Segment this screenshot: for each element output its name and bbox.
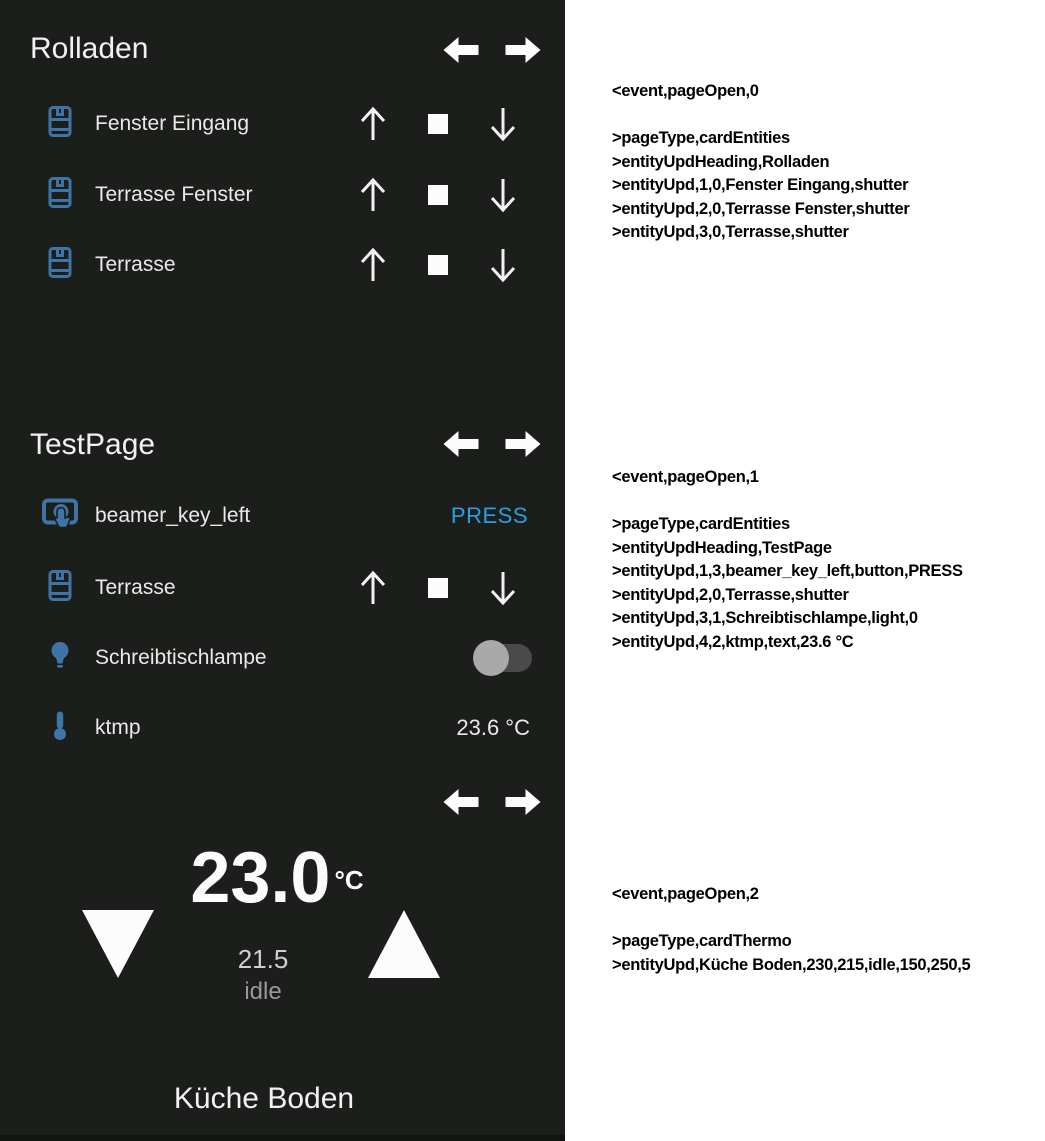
shutter-stop-button[interactable] <box>428 255 448 275</box>
entity-label: Terrasse <box>95 576 176 599</box>
arrow-left-icon <box>443 52 479 69</box>
entity-label: Fenster Eingang <box>95 112 250 135</box>
shutter-down-button[interactable] <box>488 569 518 607</box>
log-line: >pageType,cardEntities <box>612 129 790 147</box>
shutter-up-button[interactable] <box>358 569 388 607</box>
log-event-line: <event,pageOpen,0 <box>612 82 759 100</box>
entity-label: Terrasse <box>95 253 176 276</box>
log-event-line: <event,pageOpen,2 <box>612 885 759 903</box>
light-toggle-switch[interactable] <box>477 644 532 672</box>
log-line: >entityUpd,1,0,Fenster Eingang,shutter <box>612 176 909 194</box>
shutter-down-button[interactable] <box>488 246 518 284</box>
entity-label: Schreibtischlampe <box>95 646 267 669</box>
arrow-right-icon <box>505 52 541 69</box>
card-title-testpage: TestPage <box>30 428 156 461</box>
log-line: >pageType,cardEntities <box>612 515 790 533</box>
temperature-value: 23.6 °C <box>456 715 530 740</box>
window-shutter-icon <box>42 177 78 214</box>
window-shutter-icon <box>42 106 78 143</box>
nav-prev-button[interactable] <box>443 429 479 459</box>
log-line: >entityUpd,2,0,Terrasse Fenster,shutter <box>612 199 910 218</box>
triangle-up-icon <box>368 965 440 982</box>
arrow-left-icon <box>443 446 479 463</box>
press-button[interactable]: PRESS <box>450 503 528 528</box>
entity-row-shutter <box>0 169 565 221</box>
log-line: >entityUpd,4,2,ktmp,text,23.6 °C <box>612 632 854 651</box>
thermometer-icon <box>42 710 78 747</box>
entity-label: Terrasse Fenster <box>95 183 253 206</box>
shutter-stop-button[interactable] <box>428 114 448 134</box>
nav-next-button[interactable] <box>505 35 541 65</box>
shutter-down-button[interactable] <box>488 176 518 214</box>
nav-prev-button[interactable] <box>443 787 479 817</box>
card-title-rolladen: Rolladen <box>30 32 149 65</box>
triangle-down-icon <box>82 965 154 982</box>
target-temperature: 21.5 <box>237 944 289 974</box>
log-line: >entityUpd,2,0,Terrasse,shutter <box>612 585 849 604</box>
log-line: >entityUpd,1,3,beamer_key_left,button,PRESS <box>612 562 963 580</box>
log-line: >entityUpdHeading,Rolladen <box>612 152 830 171</box>
window-shutter-icon <box>42 247 78 284</box>
temp-increase-button[interactable] <box>368 910 440 978</box>
arrow-right-icon <box>505 446 541 463</box>
current-temperature <box>150 840 400 916</box>
protocol-log-block <box>612 466 1042 654</box>
thermostat-title: Küche Boden <box>173 1082 355 1115</box>
protocol-log-block <box>612 883 1042 977</box>
log-line: >entityUpdHeading,TestPage <box>612 538 832 557</box>
entity-row-shutter <box>0 98 565 150</box>
log-line: >entityUpd,3,1,Schreibtischlampe,light,0 <box>612 609 918 627</box>
log-event-line: <event,pageOpen,1 <box>612 468 759 486</box>
nav-prev-button[interactable] <box>443 35 479 65</box>
nav-next-button[interactable] <box>505 787 541 817</box>
shutter-up-button[interactable] <box>358 246 388 284</box>
shutter-stop-button[interactable] <box>428 578 448 598</box>
toggle-knob <box>473 640 509 676</box>
log-line: >pageType,cardThermo <box>612 932 792 950</box>
entity-row-button <box>0 490 565 542</box>
gesture-tap-button-icon <box>42 497 78 536</box>
shutter-down-button[interactable] <box>488 105 518 143</box>
window-shutter-icon <box>42 570 78 607</box>
shutter-up-button[interactable] <box>358 176 388 214</box>
entity-label: beamer_key_left <box>95 504 251 527</box>
arrow-left-icon <box>443 804 479 821</box>
screen-bottom-edge <box>0 1135 565 1141</box>
shutter-stop-button[interactable] <box>428 185 448 205</box>
protocol-log-block <box>612 80 1042 245</box>
log-line: >entityUpd,3,0,Terrasse,shutter <box>612 223 849 241</box>
current-temperature-value: 23.0 <box>190 838 331 918</box>
thermostat-state: idle <box>244 978 282 1005</box>
entity-row-light <box>0 632 565 684</box>
entity-row-shutter <box>0 562 565 614</box>
entity-row-shutter <box>0 239 565 291</box>
entity-label: ktmp <box>95 716 141 739</box>
arrow-right-icon <box>505 804 541 821</box>
nav-next-button[interactable] <box>505 429 541 459</box>
temperature-unit: °C <box>334 865 364 895</box>
temp-decrease-button[interactable] <box>82 910 154 978</box>
entity-row-text <box>0 702 565 754</box>
shutter-up-button[interactable] <box>358 105 388 143</box>
log-line: >entityUpd,Küche Boden,230,215,idle,150,250,5 <box>612 955 971 974</box>
lightbulb-icon <box>42 641 78 676</box>
